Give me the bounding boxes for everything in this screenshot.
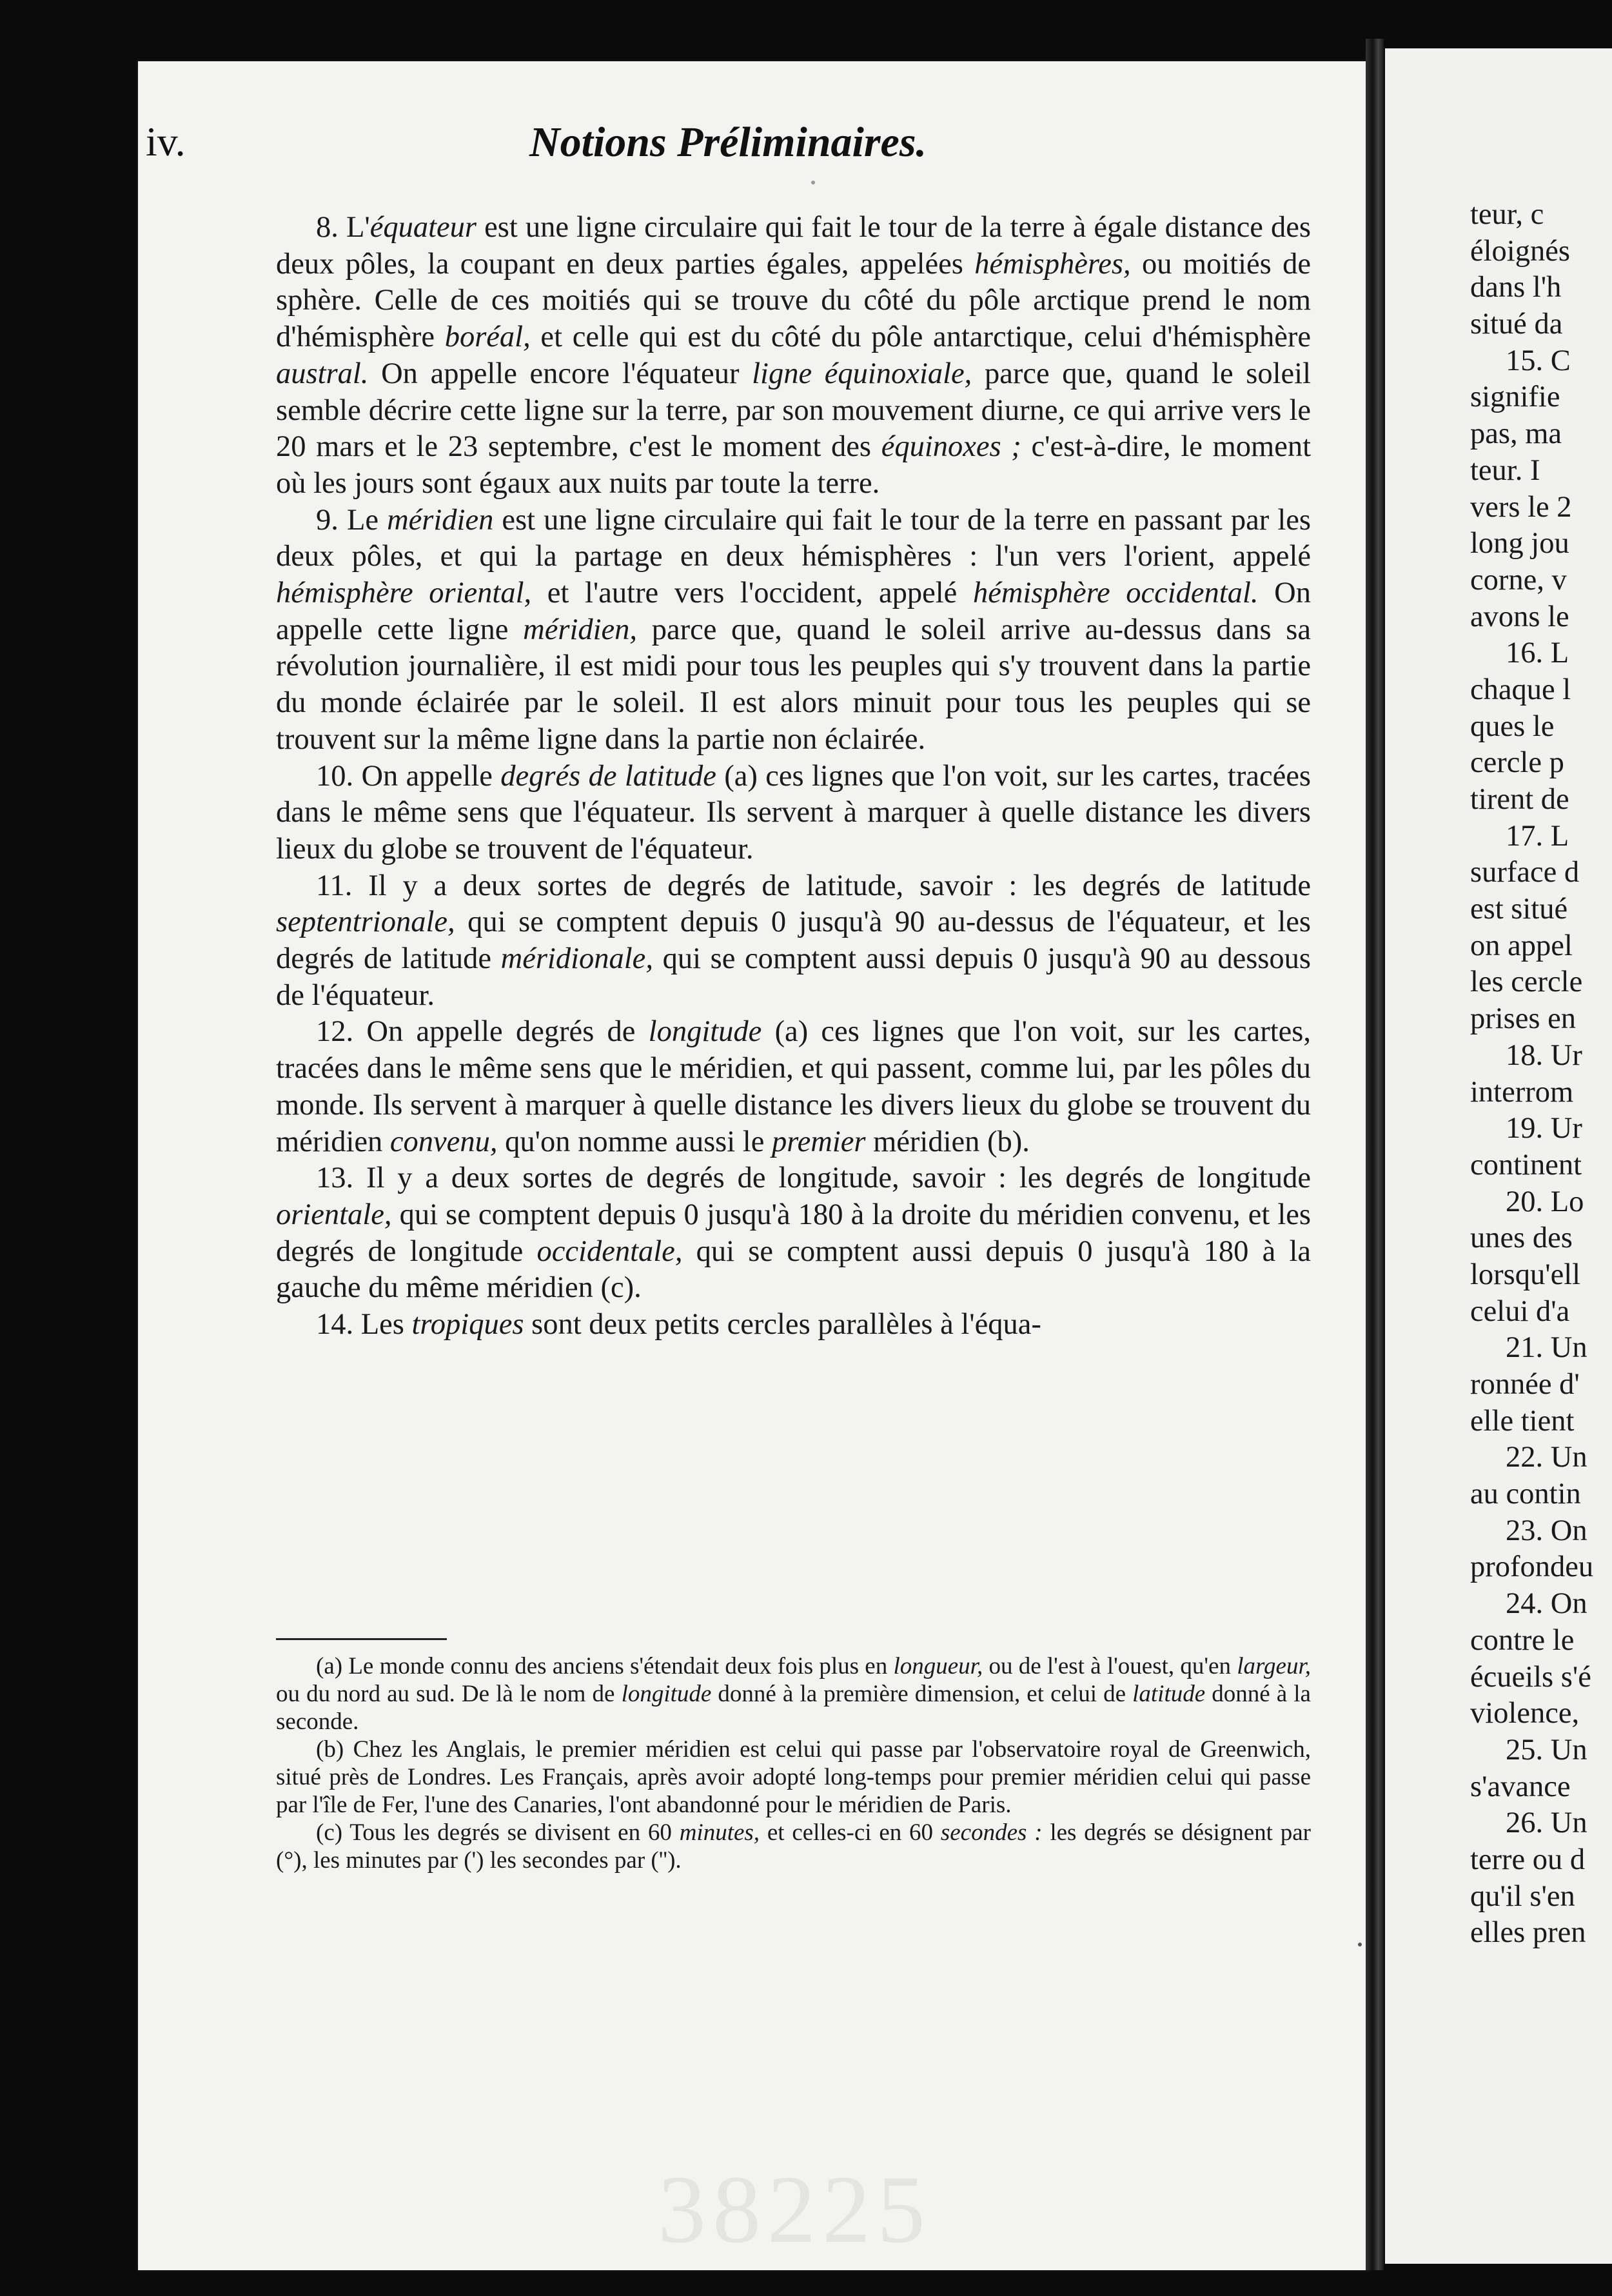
footnote-text-run: Chez les Anglais, le premier méridien est celui qui passe par l'observatoire royal de Greenwich, situé près de Londres. Les Français, après avoir adopté long-temps pour premier méridien celui qui passe par l'île de Fer, l'une des Canaries, l'ont abandonné pour le méridien de Paris.	[276, 1736, 1311, 1818]
section-text-run: (a) ces lignes que l'on voit, sur les cartes, tracées dans le même sens que l'équateur. Ils servent à marquer à quelle distance les divers lieux du globe se trouvent de l'équateur.	[276, 759, 1311, 866]
section-text-run: méridionale,	[500, 942, 653, 976]
section-text-run: méridien	[387, 503, 494, 537]
right-page-line: lorsqu'ell	[1470, 1258, 1581, 1291]
right-page-line: 25. Un	[1506, 1733, 1587, 1767]
right-page-text	[1470, 197, 1612, 1952]
section-text-run: qu'on nomme aussi le	[497, 1125, 772, 1158]
right-page-line: 21. Un	[1506, 1331, 1587, 1365]
right-page-line: prises en	[1470, 1002, 1576, 1036]
right-page-line: unes des	[1470, 1222, 1573, 1255]
section-number: 13.	[316, 1162, 354, 1195]
section-text-run: Il y a deux sortes de degrés de latitude, savoir : les degrés de latitude	[352, 869, 1311, 902]
footnote-rule	[276, 1638, 447, 1640]
right-page-line: ques le	[1470, 709, 1555, 743]
section-number: 8.	[316, 211, 339, 244]
footnote-text-run: minutes,	[679, 1819, 760, 1846]
right-page-line: chaque l	[1470, 673, 1571, 706]
section-text-run: sont deux petits cercles parallèles à l'équa-	[524, 1308, 1041, 1341]
footnote-text-run: les degrés se désignent par (°), les minutes par (') les secondes par ('').	[276, 1819, 1311, 1874]
right-page-line: continent	[1470, 1148, 1582, 1182]
footnote-text-run: ou du nord au sud. De là le nom de	[276, 1681, 622, 1707]
footnote-text-run: donné à la seconde.	[276, 1681, 1311, 1735]
right-page-line: elle tient	[1470, 1404, 1575, 1438]
right-page-line: on appel	[1470, 929, 1573, 962]
section-text-run: degrés de latitude	[500, 759, 716, 793]
section-text-run: L'	[338, 211, 370, 244]
section	[276, 502, 1311, 758]
section-text-run: premier	[772, 1125, 866, 1158]
section-text-run: On appelle cette ligne	[276, 577, 1311, 646]
footnote-text-run: latitude	[1132, 1681, 1206, 1707]
footnote-text-run: longueur,	[893, 1653, 983, 1679]
section	[276, 1014, 1311, 1160]
section-text-run: qui se comptent depuis 0 jusqu'à 90 au-dessus de l'équateur, et les degrés de latitude	[276, 906, 1311, 976]
section-text-run: On appelle encore l'équateur	[368, 357, 752, 390]
section-text-run: septentrionale,	[276, 906, 455, 939]
section-text-run: méridien (b).	[865, 1125, 1030, 1158]
footnote-number: (a)	[316, 1653, 343, 1679]
section-number: 11.	[316, 869, 353, 902]
footnote-text-run: secondes :	[940, 1819, 1043, 1846]
section-text-run: austral.	[276, 357, 369, 390]
right-page-line: 24. On	[1506, 1587, 1587, 1621]
section	[276, 1307, 1311, 1343]
right-page-line: ronnée d'	[1470, 1368, 1580, 1401]
section-text-run: (a) ces lignes que l'on voit, sur les cartes, tracées dans le même sens que le méridien, et qui passent, comme lui, par les pôles du monde. Ils servent à marquer à quelle distance les divers lieux du globe se trouvent du méridien	[276, 1015, 1311, 1158]
right-page-line: 23. On	[1506, 1514, 1587, 1547]
section-text-run: ligne équinoxiale,	[752, 357, 972, 390]
faint-stamp: 38225	[658, 2156, 932, 2263]
right-page-line: elles pren	[1470, 1916, 1586, 1950]
section-text-run: Les	[353, 1308, 412, 1341]
section-text-run: hémisphère occidental.	[972, 577, 1259, 610]
page-number: iv.	[146, 119, 186, 164]
footnote	[276, 1819, 1311, 1874]
right-page-line: 19. Ur	[1506, 1112, 1582, 1145]
section-text-run: Le	[338, 503, 388, 537]
section-text-run: qui se comptent depuis 0 jusqu'à 180 à la droite du méridien convenu, et les degrés de longitude	[276, 1198, 1311, 1268]
section-text-run: est une ligne circulaire qui fait le tour de la terre à égale distance des deux pôles, la coupant en deux parties égales, appelées	[276, 211, 1311, 281]
right-page-line: dans l'h	[1470, 271, 1562, 304]
section-text-run: orientale,	[276, 1198, 392, 1231]
right-page-line: contre le	[1470, 1623, 1575, 1657]
right-page-line: interrom	[1470, 1075, 1574, 1109]
right-page-line: s'avance	[1470, 1770, 1571, 1803]
footnotes	[276, 1652, 1311, 1874]
section-text-run: occidentale,	[536, 1234, 683, 1268]
right-page-line: les cercle	[1470, 965, 1583, 999]
right-page-line: teur, c	[1470, 198, 1544, 231]
right-page-line: teur. I	[1470, 453, 1540, 487]
right-page-line: surface d	[1470, 856, 1580, 889]
section-text-run: convenu,	[389, 1125, 498, 1158]
right-page-line: éloignés	[1470, 234, 1570, 268]
section-text-run: c'est-à-dire, le moment où les jours sont égaux aux nuits par toute la terre.	[276, 430, 1312, 500]
right-page-line: avons le	[1470, 600, 1569, 633]
section-text-run: équinoxes ;	[881, 430, 1021, 464]
section-number: 14.	[316, 1308, 354, 1341]
right-page-line: tirent de	[1470, 783, 1569, 816]
right-page-line: signifie	[1470, 381, 1560, 414]
footnote	[276, 1736, 1311, 1819]
section-text-run: tropiques	[411, 1308, 524, 1341]
footnote-text-run: donné à la première dimension, et celui de	[711, 1681, 1133, 1707]
footnote	[276, 1652, 1311, 1736]
ink-speck	[811, 181, 815, 184]
footnote-text-run: largeur,	[1237, 1653, 1312, 1679]
section-text-run: hémisphère oriental,	[276, 577, 532, 610]
section-text-run: qui se comptent aussi depuis 0 jusqu'à 90 au dessous de l'équateur.	[276, 942, 1311, 1012]
right-page-line: 18. Ur	[1506, 1038, 1582, 1072]
right-page-line: pas, ma	[1470, 417, 1562, 451]
right-page-line: est situé	[1470, 893, 1568, 926]
section-text-run: On appelle degrés de	[353, 1015, 649, 1049]
footnote-text-run: et celles-ci en 60	[760, 1819, 941, 1846]
section	[276, 1160, 1311, 1307]
section-number: 10.	[316, 759, 354, 793]
right-page-line: violence,	[1470, 1697, 1580, 1730]
right-page-line: celui d'a	[1470, 1294, 1570, 1328]
section-text-run: longitude	[648, 1015, 762, 1049]
right-page-line: long jou	[1470, 527, 1569, 560]
right-page-line: cercle p	[1470, 746, 1564, 780]
footnote-text-run: Tous les degrés se divisent en 60	[342, 1819, 680, 1846]
main-text	[276, 210, 1311, 1343]
right-page-line: 22. Un	[1506, 1441, 1587, 1474]
section-text-run: qui se comptent aussi depuis 0 jusqu'à 180 à la gauche du même méridien (c).	[276, 1234, 1311, 1305]
section-text-run: est une ligne circulaire qui fait le tour de la terre en passant par les deux pôles, et qui la partage en deux hémisphères : l'un vers l'orient, appelé	[276, 503, 1311, 573]
right-page-line: 15. C	[1506, 344, 1571, 377]
right-page-line: 16. L	[1506, 637, 1569, 670]
right-page-line: 17. L	[1506, 819, 1569, 853]
page-header	[138, 118, 1318, 176]
section	[276, 868, 1311, 1014]
section-text-run: On appelle	[353, 759, 501, 793]
section-text-run: et celle qui est du côté du pôle antarctique, celui d'hémisphère	[530, 321, 1311, 354]
ink-speck	[1358, 1943, 1362, 1946]
right-page-line: écueils s'é	[1470, 1660, 1591, 1694]
right-page-line: au contin	[1470, 1478, 1581, 1511]
section-text-run: équateur	[369, 211, 477, 244]
footnote-text-run: longitude	[621, 1681, 712, 1707]
section	[276, 758, 1311, 868]
section-text-run: boréal,	[444, 321, 531, 354]
section	[276, 210, 1311, 502]
right-page-line: qu'il s'en	[1470, 1879, 1575, 1913]
section-text-run: parce que, quand le soleil semble décrire cette ligne sur la terre, par son mouvement diurne, ce qui arrive vers le 20 mars et le 23 septembre, c'est le moment des	[276, 357, 1312, 464]
running-title: Notions Préliminaires.	[529, 119, 927, 166]
section-text-run: parce que, quand le soleil arrive au-dessus dans sa révolution journalière, il est midi pour tous les peuples qui s'y trouvent dans la partie du monde éclairée par le soleil. Il est alors minuit pour tous les peuples qui se trouvent sur la même ligne dans la partie non éclairée.	[276, 613, 1311, 756]
section-text-run: ou moitiés de sphère. Celle de ces moitiés qui se trouve du côté du pôle arctique prend le nom d'hémisphère	[276, 247, 1311, 354]
right-page-line: 20. Lo	[1506, 1185, 1584, 1218]
footnote-text-run: Le monde connu des anciens s'étendait deux fois plus en	[342, 1653, 894, 1679]
section-number: 12.	[316, 1015, 354, 1049]
right-page-line: vers le 2	[1470, 490, 1572, 524]
section-text-run: et l'autre vers l'occident, appelé	[531, 577, 973, 610]
right-page-line: corne, v	[1470, 563, 1567, 597]
footnote-number: (b)	[316, 1736, 344, 1763]
right-page-line: 26. Un	[1506, 1806, 1587, 1840]
footnote-text-run: ou de l'est à l'ouest, qu'en	[983, 1653, 1237, 1679]
section-number: 9.	[316, 503, 339, 537]
book-spine	[1366, 39, 1384, 2270]
right-page-line: terre ou d	[1470, 1843, 1586, 1876]
section-text-run: méridien,	[523, 613, 638, 646]
right-page-line: situé da	[1470, 308, 1563, 341]
section-text-run: hémisphères,	[974, 247, 1131, 281]
right-page-line: profondeu	[1470, 1550, 1594, 1584]
section-text-run: Il y a deux sortes de degrés de longitude, savoir : les degrés de longitude	[353, 1162, 1311, 1195]
footnote-number: (c)	[316, 1819, 343, 1846]
